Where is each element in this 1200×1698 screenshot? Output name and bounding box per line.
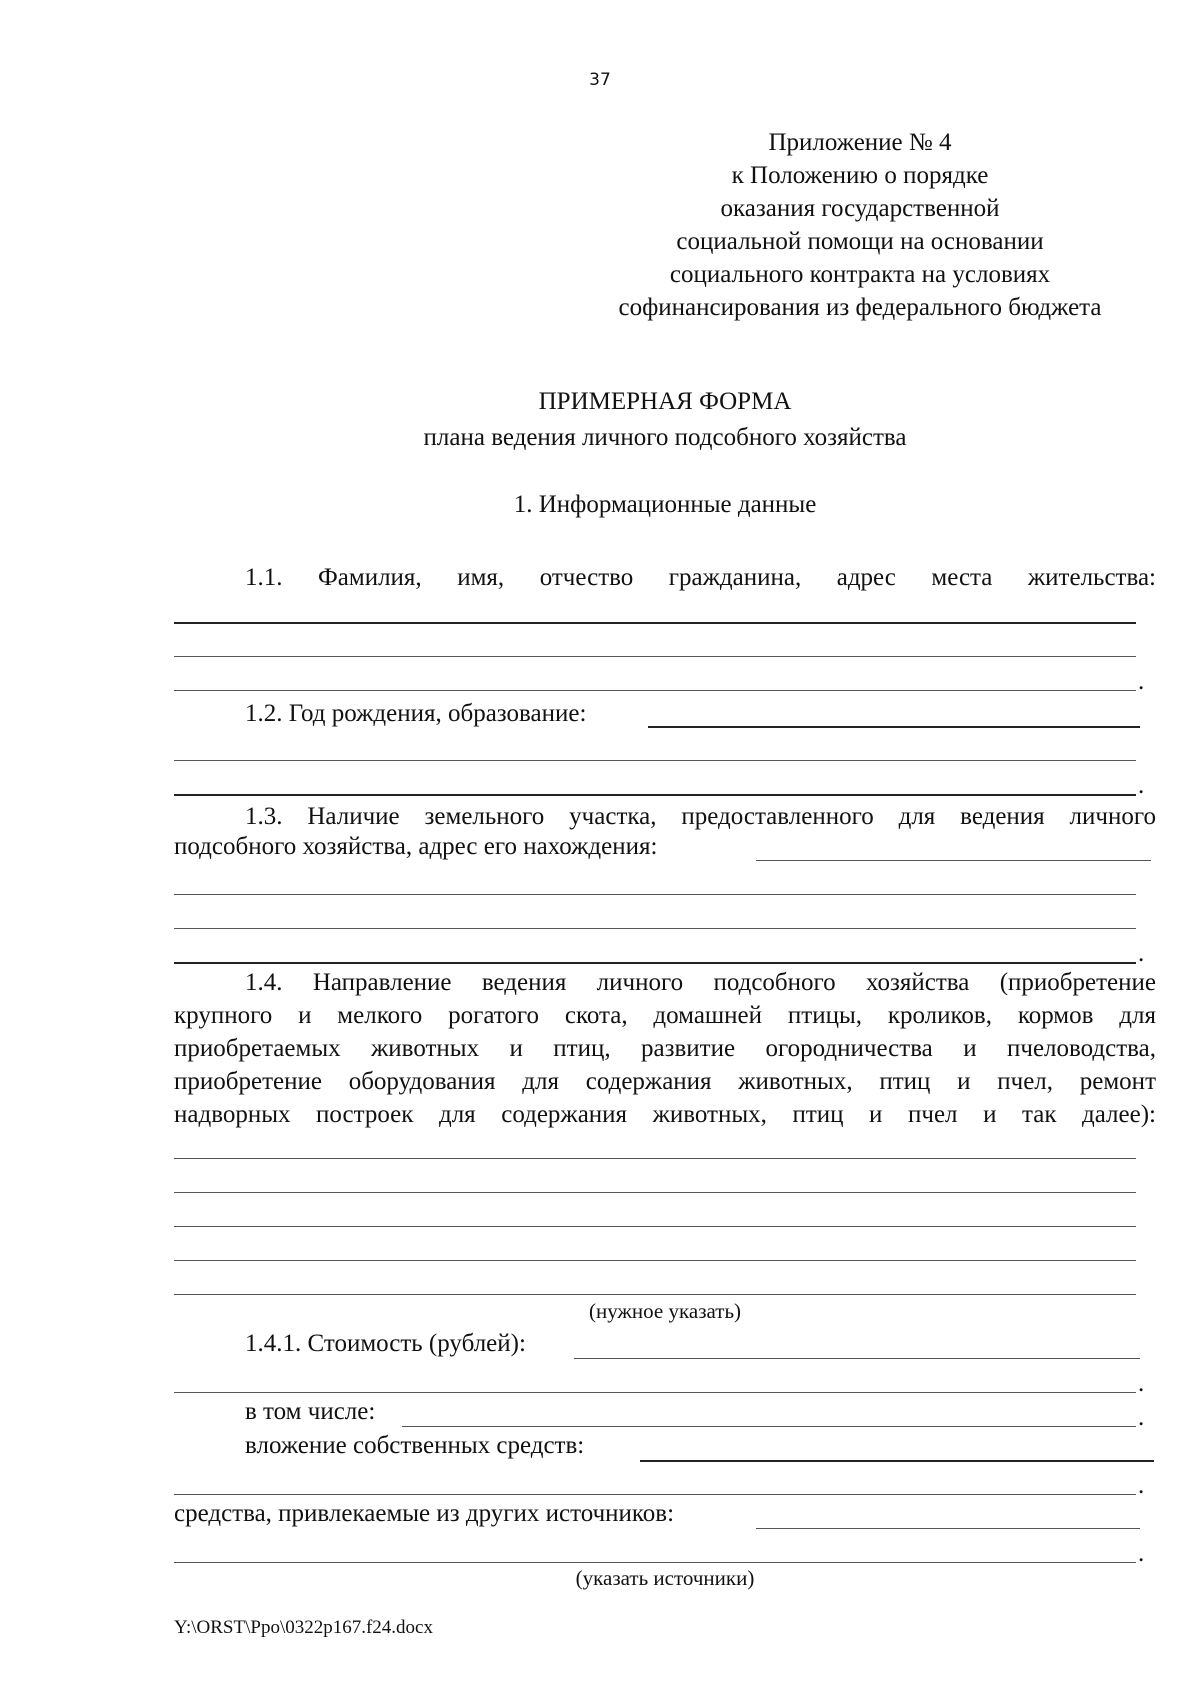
- form-title: ПРИМЕРНАЯ ФОРМА: [538, 388, 792, 415]
- hint-needed: (нужное указать): [588, 1299, 742, 1323]
- fill-line[interactable]: [174, 928, 1136, 929]
- period: .: [1138, 1370, 1145, 1397]
- fill-line[interactable]: [574, 1358, 1140, 1359]
- fill-line[interactable]: [756, 860, 1151, 861]
- fill-line[interactable]: [174, 1392, 1136, 1393]
- fill-line[interactable]: [174, 1192, 1136, 1193]
- fill-line[interactable]: [174, 622, 1136, 624]
- fill-line[interactable]: [174, 1562, 1136, 1563]
- fill-line[interactable]: [174, 894, 1136, 895]
- file-path-footer: Y:\ORST\Ppo\0322p167.f24.docx: [174, 1617, 433, 1638]
- item-1-4-line: крупного и мелкого рогатого скота, домашней птицы, кроликов, кормов для: [174, 1002, 1156, 1029]
- appendix-line: к Положению о порядке: [731, 162, 989, 189]
- item-1-3-label-line1: 1.3. Наличие земельного участка, предоставленного для ведения личного: [245, 803, 1156, 830]
- including-label: в том числе:: [245, 1398, 376, 1425]
- page-number: 37: [589, 70, 611, 90]
- period: .: [1138, 940, 1145, 967]
- section-heading: 1. Информационные данные: [513, 491, 817, 518]
- period: .: [1138, 1404, 1145, 1431]
- fill-line[interactable]: [174, 1260, 1136, 1261]
- period: .: [1138, 1540, 1145, 1567]
- fill-line[interactable]: [648, 726, 1140, 728]
- appendix-line: социального контракта на условиях: [669, 261, 1051, 288]
- period: .: [1138, 1472, 1145, 1499]
- appendix-line: оказания государственной: [720, 195, 1000, 222]
- item-1-2-label: 1.2. Год рождения, образование:: [245, 700, 587, 727]
- item-1-3-label-line2: подсобного хозяйства, адрес его нахождения:: [174, 833, 658, 860]
- fill-line[interactable]: [174, 962, 1136, 964]
- fill-line[interactable]: [756, 1528, 1140, 1529]
- fill-line[interactable]: [174, 760, 1136, 761]
- item-1-4-line: надворных построек для содержания животных, птиц и пчел и так далее):: [174, 1101, 1156, 1128]
- fill-line[interactable]: [174, 1226, 1136, 1227]
- item-1-4-line: 1.4. Направление ведения личного подсобного хозяйства (приобретение: [245, 969, 1156, 996]
- hint-sources: (указать источники): [575, 1566, 755, 1590]
- period: .: [1138, 668, 1145, 695]
- appendix-header: [590, 126, 1130, 324]
- own-funds-label: вложение собственных средств:: [245, 1432, 585, 1459]
- item-1-1-label: 1.1. Фамилия, имя, отчество гражданина, адрес места жительства:: [245, 564, 1156, 591]
- fill-line[interactable]: [640, 1460, 1154, 1462]
- fill-line[interactable]: [174, 794, 1136, 796]
- fill-line[interactable]: [174, 1158, 1136, 1159]
- item-1-4-line: приобретаемых животных и птиц, развитие огородничества и пчеловодства,: [174, 1035, 1156, 1062]
- appendix-line: Приложение № 4: [768, 129, 952, 156]
- appendix-line: софинансирования из федерального бюджета: [618, 294, 1102, 321]
- fill-line[interactable]: [402, 1426, 1136, 1427]
- fill-line[interactable]: [174, 1494, 1136, 1495]
- fill-line[interactable]: [174, 1294, 1136, 1295]
- fill-line[interactable]: [174, 656, 1136, 657]
- item-1-4-line: приобретение оборудования для содержания животных, птиц и пчел, ремонт: [174, 1068, 1156, 1095]
- appendix-line: социальной помощи на основании: [676, 228, 1044, 255]
- fill-line[interactable]: [174, 690, 1136, 691]
- period: .: [1138, 772, 1145, 799]
- item-1-4-1-label: 1.4.1. Стоимость (рублей):: [245, 1330, 526, 1357]
- other-sources-label: средства, привлекаемые из других источников:: [174, 1500, 675, 1527]
- form-subtitle: плана ведения личного подсобного хозяйства: [423, 424, 907, 451]
